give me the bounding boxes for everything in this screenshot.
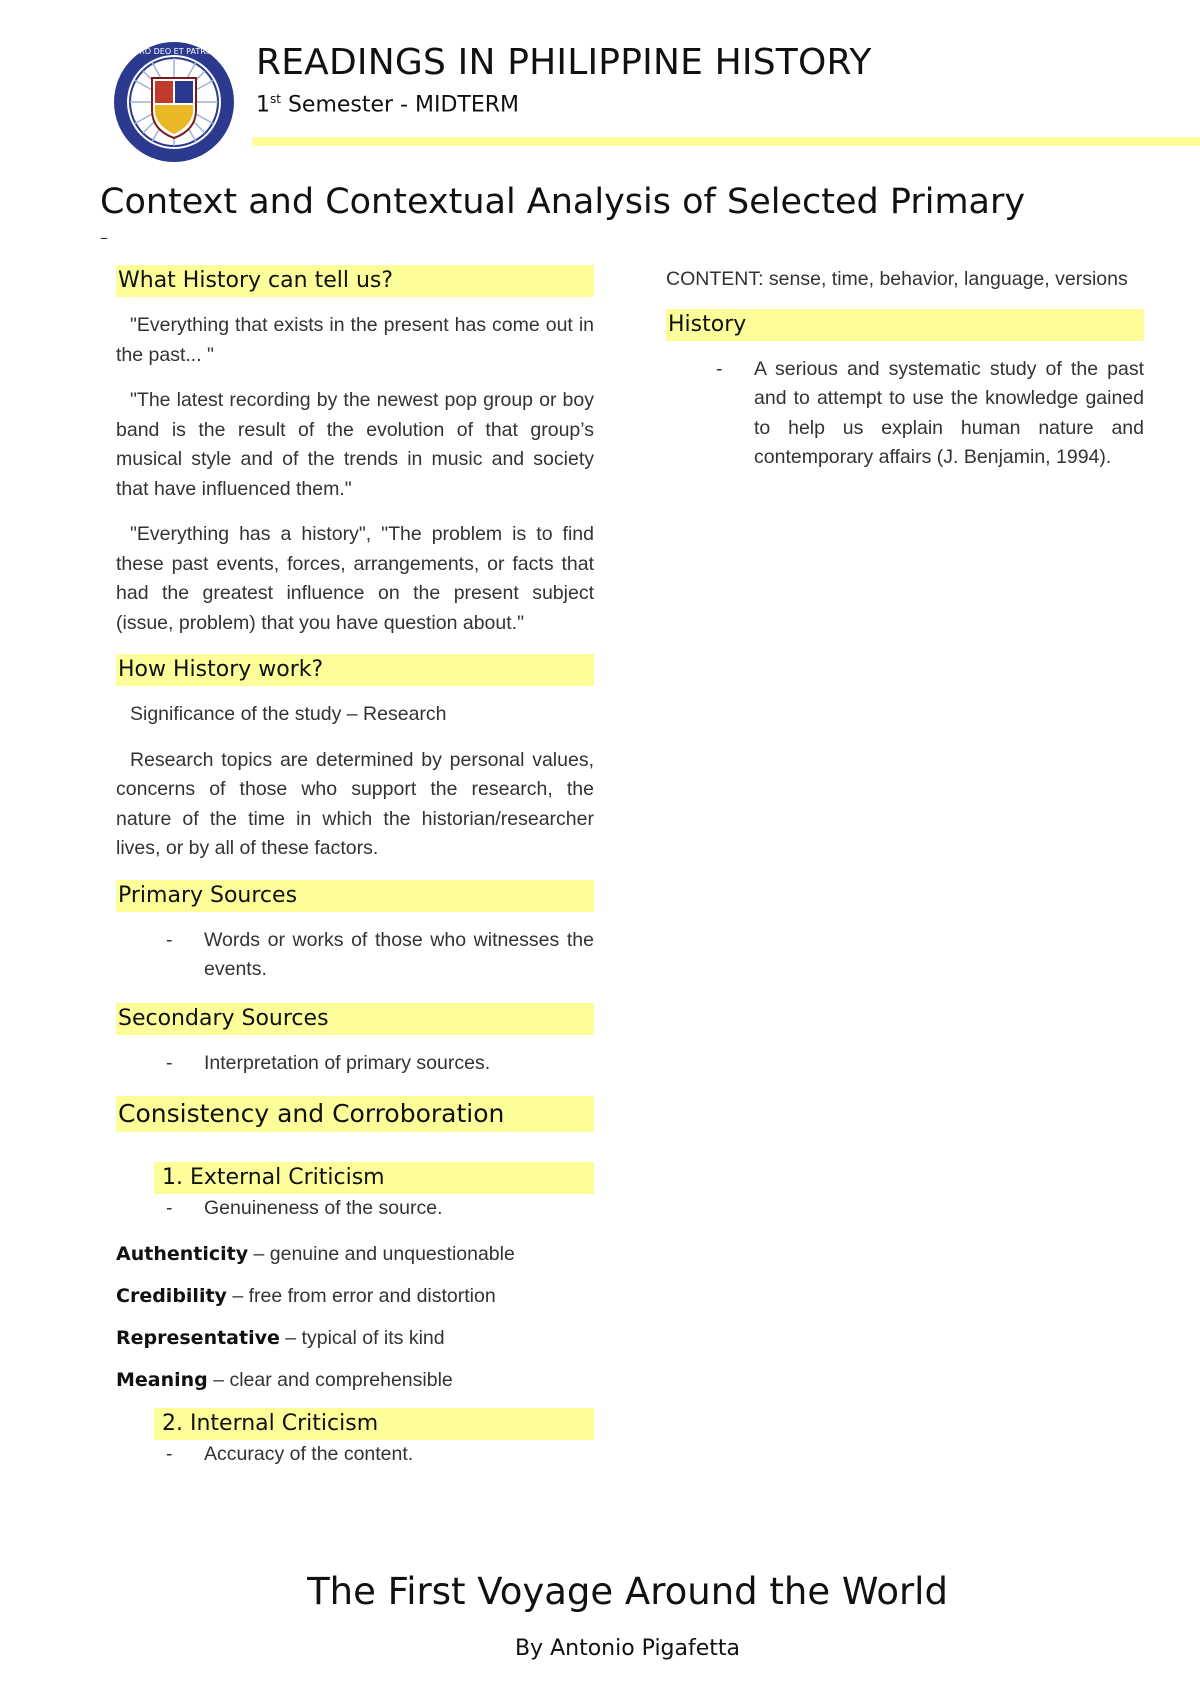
list-dash: - (166, 1197, 173, 1219)
paragraph: "The latest recording by the newest pop group or boy band is the result of the evolution of that group’s musical style and of the trends in music and society that have influenced them." (116, 389, 594, 500)
section-author: By Antonio Pigafetta (514, 1636, 741, 1661)
term-text: – clear and comprehensible (207, 1368, 453, 1391)
semester-text: Semester - MIDTERM (280, 92, 520, 118)
list-dash: - (166, 928, 173, 951)
term-text: – typical of its kind (279, 1326, 445, 1349)
list-item (116, 926, 594, 985)
right-column (666, 265, 1144, 491)
heading-history: History (666, 309, 1144, 341)
semester-ordinal-suffix: st (270, 92, 281, 106)
semester-ordinal: 1 (256, 92, 270, 118)
heading-consistency-corroboration: Consistency and Corroboration (116, 1096, 594, 1132)
left-column (116, 265, 594, 1487)
term-text: – genuine and unquestionable (248, 1242, 515, 1265)
list-item (116, 1194, 594, 1224)
list-item (666, 355, 1144, 473)
section-title: The First Voyage Around the World (307, 1570, 948, 1613)
semester-label (256, 92, 519, 117)
paragraph: CONTENT: sense, time, behavior, language, versions (666, 268, 1128, 290)
paragraph: "Everything that exists in the present has come out in the past... " (116, 314, 594, 366)
paragraph: "Everything has a history", "The problem is to find these past events, forces, arrangements, or facts that had the greatest influence on the present subject (issue, problem) that you have question about." (116, 523, 594, 634)
list-item-text: Words or works of those who witnesses the events. (204, 928, 594, 980)
term-definition (116, 1366, 594, 1394)
term-definition (116, 1282, 594, 1310)
paragraph: Research topics are determined by personal values, concerns of those who support the research, the nature of the time in which the historian/researcher lives, or by all of these factors. (116, 748, 594, 859)
heading-what-history: What History can tell us? (116, 265, 594, 297)
list-item-text: Interpretation of primary sources. (204, 1051, 491, 1074)
term-definition (116, 1324, 594, 1352)
heading-internal-criticism: 2. Internal Criticism (154, 1408, 594, 1440)
list-item-text: Genuineness of the source. (204, 1197, 443, 1219)
term-text: – free from error and distortion (226, 1284, 496, 1307)
term-definition (116, 1240, 594, 1268)
term-label: Credibility (116, 1284, 227, 1307)
university-seal-logo (112, 40, 236, 164)
list-dash: - (166, 1442, 173, 1465)
page-title: Context and Contextual Analysis of Selected Primary (100, 182, 1026, 222)
paragraph: Significance of the study – Research (130, 703, 447, 725)
seal-motto: PRO DEO ET PATRIA (134, 47, 214, 56)
term-label: Authenticity (116, 1242, 249, 1265)
heading-secondary-sources: Secondary Sources (116, 1003, 594, 1035)
document-title: READINGS IN PHILIPPINE HISTORY (256, 42, 872, 83)
term-label: Meaning (116, 1368, 208, 1391)
list-dash: - (166, 1051, 173, 1074)
heading-external-criticism: 1. External Criticism (154, 1162, 594, 1194)
page-title-continuation: – (100, 228, 108, 247)
term-label: Representative (116, 1326, 280, 1349)
header-highlight-rule (252, 137, 1200, 146)
heading-how-history-work: How History work? (116, 654, 594, 686)
list-dash: - (716, 357, 723, 380)
list-item (116, 1440, 594, 1470)
list-item-text: A serious and systematic study of the past and to attempt to use the knowledge gained to help us explain human nature and contemporary affairs (J. Benjamin, 1994). (754, 357, 1144, 468)
heading-primary-sources: Primary Sources (116, 880, 594, 912)
list-item-text: Accuracy of the content. (204, 1442, 414, 1465)
list-item (116, 1049, 594, 1079)
